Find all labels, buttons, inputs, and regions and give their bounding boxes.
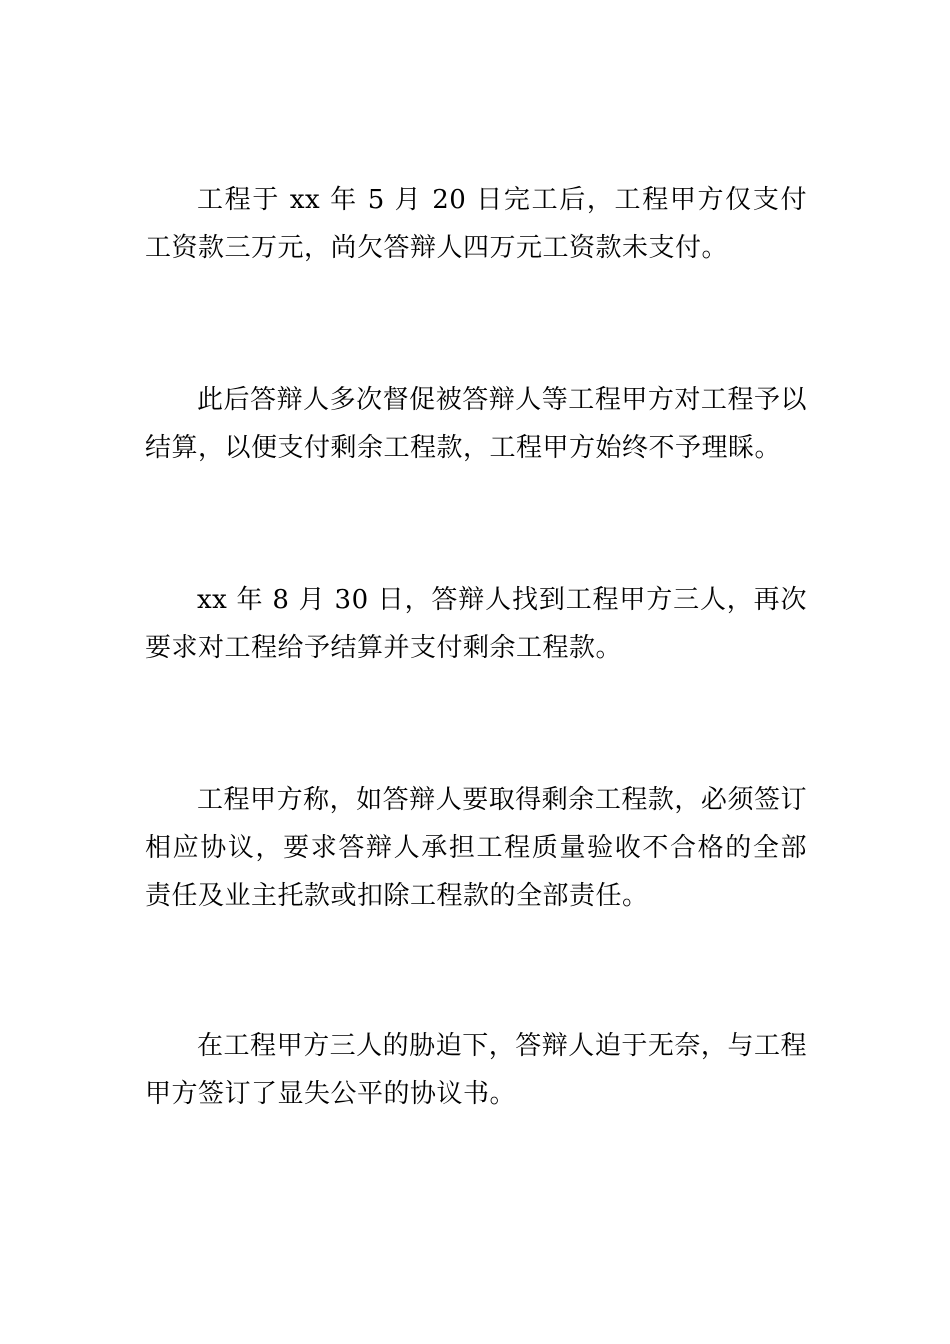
paragraph-4: 工程甲方称，如答辩人要取得剩余工程款，必须签订相应协议，要求答辩人承担工程质量验收不合格的全部责任及业主托款或扣除工程款的全部责任。 xyxy=(145,785,807,911)
paragraph-2: 此后答辩人多次督促被答辩人等工程甲方对工程予以结算，以便支付剩余工程款，工程甲方始终不予理睬。 xyxy=(145,385,807,463)
paragraph-1: 工程于 xx 年 5 月 20 日完工后，工程甲方仅支付工资款三万元，尚欠答辩人四万元工资款未支付。 xyxy=(145,185,807,263)
paragraph-5: 在工程甲方三人的胁迫下，答辩人迫于无奈，与工程甲方签订了显失公平的协议书。 xyxy=(145,1031,807,1109)
paragraph-3: xx 年 8 月 30 日，答辩人找到工程甲方三人，再次要求对工程给予结算并支付剩余工程款。 xyxy=(145,585,807,663)
